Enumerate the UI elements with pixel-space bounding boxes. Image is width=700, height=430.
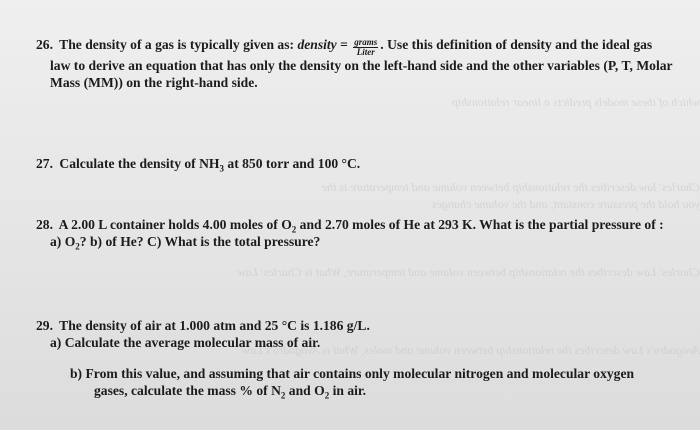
question-number: 27. [36,156,53,171]
bleed-through-text: Charles' law describes the relationship between volume and temperature is the [321,180,700,194]
part-a: a) Calculate the average molecular mass of air. [50,335,321,350]
question-26 [36,36,684,91]
question-text: in air. [329,383,367,398]
fraction-numerator: grams [354,37,378,47]
bleed-through-text: which of these models predicts a linear relationship [451,95,700,109]
subscript: 3 [219,163,224,174]
equals-sign: = [336,37,352,52]
question-text: Calculate the density of NH [59,156,220,171]
fraction-denominator: Liter [356,47,375,57]
question-27 [36,155,684,172]
question-number: 26. [36,37,53,52]
part-b: b) From this value, and assuming that air contains only molecular nitrogen and molecular oxygen [70,366,635,381]
bleed-through-text: Avogadro's Law describes the relationship between volume and moles, What is Avogadro's Law [242,343,700,357]
subscript: 2 [75,241,80,252]
question-text-line: law to derive an equation that has only the density on the left-hand side and the other variables (P, T, Molar [50,58,673,73]
question-text: . Use this definition of density and the ideal gas [380,37,653,52]
question-text: a) O [50,234,76,249]
question-text: The density of a gas is typically given as: [59,37,298,52]
bleed-through-text: Charles' Law describes the relationship between volume and temperature, What is Charles' Law [237,265,700,279]
question-text: The density of air at 1.000 atm and 25 °C is 1.186 g/L. [59,318,370,333]
question-text: gases, calculate the mass % of N [94,383,281,398]
subscript: 2 [291,224,297,235]
density-fraction [353,38,378,57]
subscript: 2 [324,390,330,401]
question-28 [36,216,684,250]
question-29 [36,317,684,399]
question-text: and 2.70 moles of He at 293 K. What is the partial pressure of : [296,217,664,232]
question-text: ? b) of He? C) What is the total pressure? [79,234,321,249]
question-text: and O [285,383,325,398]
question-text-line: Mass (MM)) on the right-hand side. [50,75,258,90]
bleed-through-text: you hold the pressure constant, and the volume changes [431,197,700,211]
density-term: density [297,37,337,52]
question-text: A 2.00 L container holds 4.00 moles of O [58,217,292,232]
question-number: 28. [36,217,53,232]
question-number: 29. [36,318,53,333]
question-text: at 850 torr and 100 °C. [224,156,361,171]
subscript: 2 [280,390,286,401]
